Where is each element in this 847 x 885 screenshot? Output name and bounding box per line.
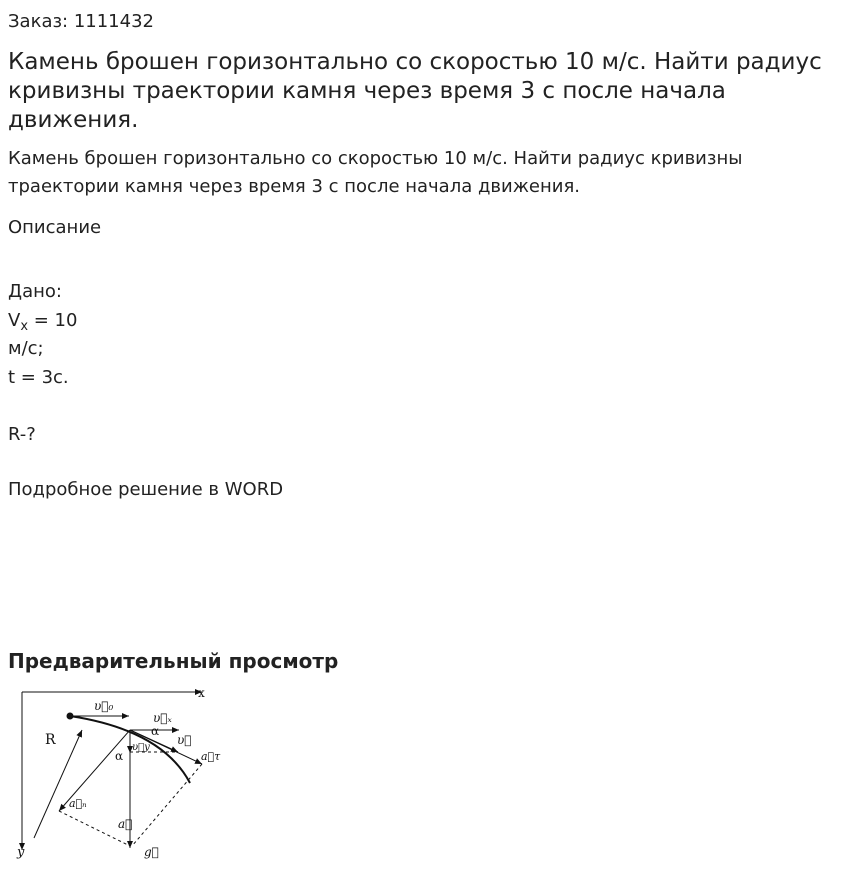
spacer	[8, 392, 77, 421]
g-label: g⃗	[144, 845, 159, 859]
problem-statement: Камень брошен горизонтально со скоростью 10 м/с. Найти радиус кривизны траектории камня через время 3 с после начала движения.	[8, 148, 743, 197]
v0-label: υ⃗₀	[94, 699, 114, 713]
velocity-subscript: x	[20, 318, 29, 334]
an-label: a⃗ₙ	[69, 797, 87, 810]
vy-label: υ⃗y	[132, 742, 150, 753]
given-time: t = 3с.	[8, 366, 69, 388]
velocity-value: = 10	[28, 309, 78, 331]
v-label: υ⃗	[177, 733, 192, 747]
y-axis-label: y	[17, 845, 25, 860]
alpha-left-label: α	[115, 749, 124, 763]
description-heading: Описание	[8, 217, 102, 238]
order-number: Заказ: 1111432	[8, 11, 154, 32]
trajectory-diagram	[12, 682, 222, 862]
alpha-top-label: α	[151, 724, 160, 738]
given-label: Дано:	[8, 281, 62, 302]
velocity-symbol: V	[8, 309, 21, 331]
atau-label: a⃗τ	[201, 750, 221, 763]
unknown-quantity: R-?	[8, 423, 36, 445]
given-velocity-unit: м/с;	[8, 338, 44, 359]
preview-figure	[12, 682, 222, 862]
vx-label: υ⃗ₓ	[153, 711, 172, 725]
radius-vector	[34, 730, 82, 838]
solution-note: Подробное решение в WORD	[8, 479, 284, 500]
given-block	[8, 278, 77, 449]
radius-label: R	[45, 732, 56, 748]
dashed-atau-parallel	[132, 764, 202, 846]
given-velocity	[8, 307, 77, 336]
a-label: a⃗	[118, 817, 133, 831]
preview-heading: Предварительный просмотр	[8, 649, 339, 673]
page-title: Камень брошен горизонтально со скоростью 10 м/с. Найти радиус кривизны траектории камня через время 3 с после начала движения.	[8, 49, 822, 133]
x-axis-label: x	[198, 686, 205, 700]
